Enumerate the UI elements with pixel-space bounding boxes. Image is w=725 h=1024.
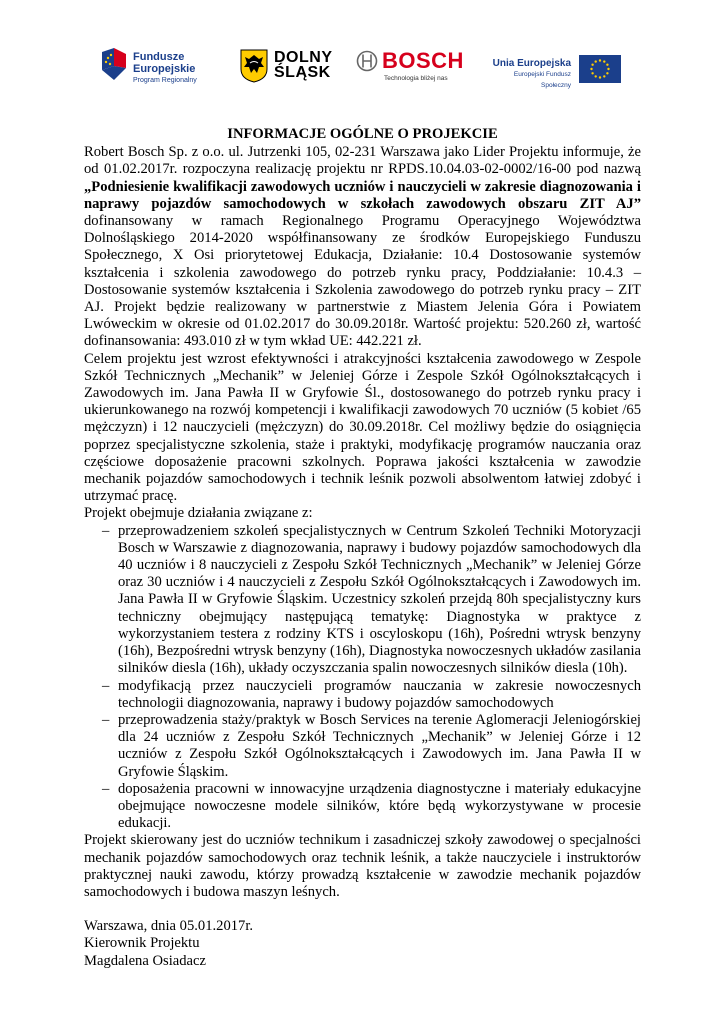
dash-bullet: – (102, 780, 110, 797)
actions-list (84, 523, 641, 833)
bosch-tagline: Technologia bliżej nas (384, 75, 448, 82)
intro-text-end: dofinansowany w ramach Regionalnego Programu Operacyjnego Województwa Dolnośląskiego 2014-2020 współfinansowany ze środków Europejskiego Funduszu Społecznego, X Osi priorytetowej Edukacja, Działanie: 10.4 Dostosowanie systemów kształcenia i szkolenia zawodowego do potrzeb rynku pracy, Poddziałanie: 10.4.3 – Dostosowanie systemów kształcenia i Szkolenia zawodowego do potrzeb rynku pracy – ZIT AJ. Projekt będzie realizowany w partnerstwie z Miastem Jelenia Góra i Powiatem Lwóweckim w okresie od 01.02.2017 do 30.09.2018r. Wartość projektu: 520.260 zł, wartość dofinansowania: 493.010 zł w tym wkład UE: 442.221 zł. (84, 213, 641, 350)
list-item-text: doposażenia pracowni w innowacyjne urządzenia diagnostyczne i materiały edukacyjne obejmujące nowoczesne modele silników, które będą wykorzystywane w procesie edukacji. (118, 780, 641, 832)
ue-line2: Europejski Fundusz Społeczny (513, 71, 571, 89)
signatory-name: Magdalena Osiadacz (84, 952, 206, 969)
fundusze-europejskie-logo (100, 46, 210, 92)
fundusze-line1: Fundusze (133, 51, 185, 63)
fundusze-line3: Program Regionalny (133, 77, 197, 84)
signatory-role: Kierownik Projektu (84, 935, 200, 952)
fundusze-line2: Europejskie (133, 63, 196, 75)
dolny-slask-line1: DOLNY (274, 49, 333, 66)
list-item (84, 678, 641, 712)
list-item-text: przeprowadzenia staży/praktyk w Bosch Services na terenie Aglomeracji Jeleniogórskiej dla 24 uczniów z Zespołu Szkół Technicznych „Mechanik” w Jeleniej Górze i 12 uczniów z Zespołu Szkół Ogólnokształcących i Zawodowych im. Jana Pawła II w Gryfowie Śląskim. (118, 711, 641, 780)
signature-block (84, 918, 641, 970)
dash-bullet: – (102, 711, 110, 728)
fundusze-mark-icon (100, 46, 130, 84)
document-body (84, 126, 641, 970)
dolny-slask-line2: ŚLĄSK (274, 64, 331, 81)
list-item (84, 712, 641, 781)
date-line: Warszawa, dnia 05.01.2017r. (84, 918, 254, 935)
intro-paragraph (84, 144, 641, 350)
list-item-text: przeprowadzeniem szkoleń specjalistycznych w Centrum Szkoleń Techniki Motoryzacji Bosch w Warszawie z diagnozowania, naprawy i budowy pojazdów samochodowych dla 40 uczniów i 8 nauczycieli z Zespołu Szkół Technicznych „Mechanik” w Jeleniej Górze oraz 30 uczniów i 4 nauczycieli z Zespołu Szkół Ogólnokształcących i Zawodowych im. Jana Pawła II w Gryfowie Śląskim. Uczestnicy szkoleń przejdą 80h specjalistyczny kurs techniczny obejmujący następującą tematykę: Diagnostyka w praktyce z wykorzystaniem testera z rodziny KTS i oscyloskopu (16h), Pośredni wtrysk benzyny (16h), Bezpośredni wtrysk benzyny (16h), Diagnostyka nowoczesnych układów zasilania silników diesla (16h), układy oczyszczania spalin nowoczesnych silników diesla (10h). (118, 522, 641, 677)
goal-paragraph: Celem projektu jest wzrost efektywności i atrakcyjności kształcenia zawodowego w Zespole Szkół Technicznych „Mechanik” w Jeleniej Górze i Zespole Szkół Ogólnokształcących i Zawodowych im. Jana Pawła II w Gryfowie Śl., dostosowanego do potrzeb rynku pracy i ukierunkowanego na rozwój kompetencji i kwalifikacji zawodowych 70 uczniów (5 kobiet /65 mężczyzn) i 12 nauczycieli (mężczyzn) do 30.09.2018r. Cel możliwy będzie do osiągnięcia poprzez specjalistyczne szkolenia, staże i praktyki, modyfikację programów nauczania oraz częściowe doposażenie pracowni szkolnych. Poprawa jakości kształcenia w zawodzie mechanik pojazdów samochodowych i technik leśnik pozwoli absolwentom łatwiej zdobyć i utrzymać pracę. (84, 350, 641, 505)
bosch-logo (356, 46, 466, 92)
target-group-paragraph: Projekt skierowany jest do uczniów technikum i zasadniczej szkoły zawodowej o specjalności mechanik pojazdów samochodowych oraz technik leśnik, a także nauczyciele i instruktorów praktycznej nauki zawodu, którzy prowadzą kształcenie w zawodzie mechanik pojazdów samochodowych i budowa maszyn leśnych. (84, 832, 641, 900)
ue-line1: Unia Europejska (492, 58, 571, 69)
intro-text-start: Robert Bosch Sp. z o.o. ul. Jutrzenki 105, 02-231 Warszawa jako Lider Projektu informuje, że od 01.02.2017r. rozpoczyna realizację projektu nr RPDS.10.04.03-02-0002/16-00 pod nazwą (84, 144, 641, 178)
bosch-wordmark: BOSCH (382, 48, 464, 73)
dash-bullet: – (102, 677, 110, 694)
list-item (84, 523, 641, 678)
eu-flag-icon (579, 55, 621, 83)
eagle-shield-icon (240, 49, 268, 83)
project-name: „Podniesienie kwalifikacji zawodowych uczniów i nauczycieli w zakresie diagnozowania i naprawy pojazdów samochodowych w szkołach zawodowych obszaru ZIT AJ” (84, 178, 641, 212)
dash-bullet: – (102, 522, 110, 539)
unia-europejska-logo (483, 46, 628, 92)
actions-intro: Projekt obejmuje działania związane z: (84, 505, 313, 522)
dolny-slask-logo (240, 46, 340, 92)
bosch-armature-icon (356, 50, 378, 72)
document-title: INFORMACJE OGÓLNE O PROJEKCIE (227, 126, 498, 142)
list-item (84, 781, 641, 833)
logo-bar (0, 46, 725, 96)
list-item-text: modyfikacją przez nauczycieli programów nauczania w zakresie nowoczesnych technologii diagnozowania, naprawy i budowy pojazdów samochodowych (118, 677, 641, 711)
